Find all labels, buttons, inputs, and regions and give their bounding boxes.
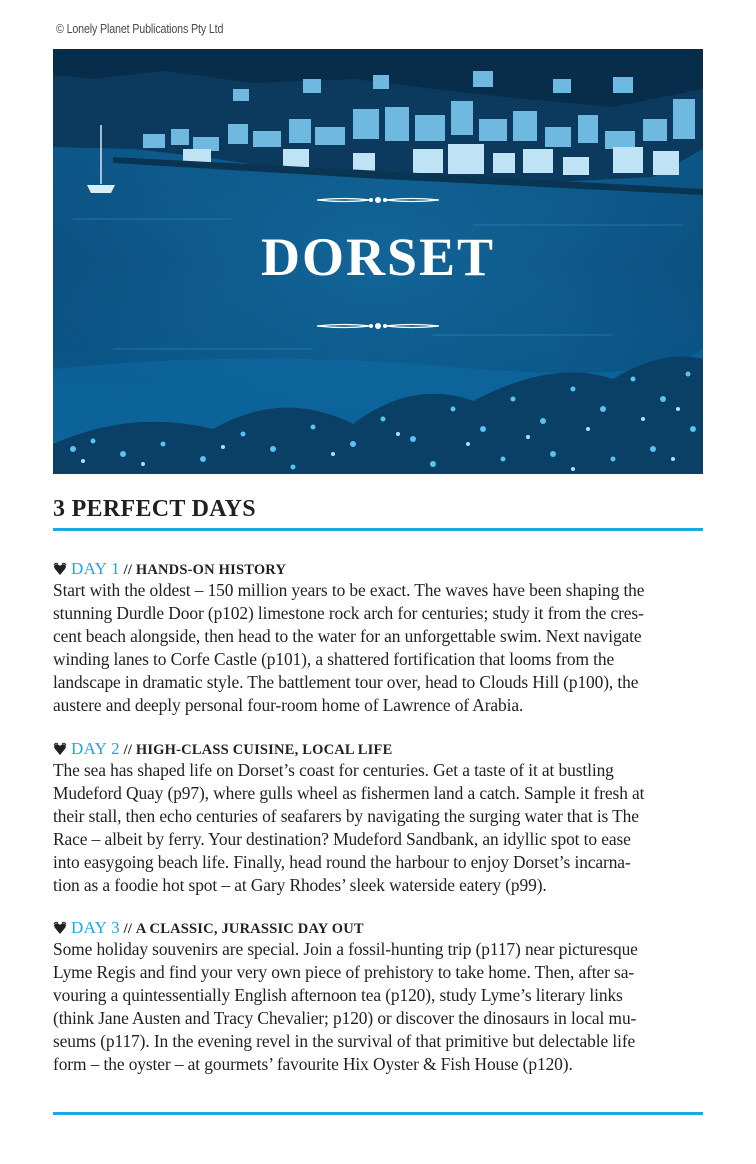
text-line: Lyme Regis and find your very own piece of prehistory to take home. Then, after sa- — [53, 962, 635, 982]
heart-flourish-icon — [53, 742, 67, 756]
heart-flourish-icon — [53, 921, 67, 935]
section-rule-bottom — [53, 1112, 703, 1115]
day-1-block — [53, 559, 705, 717]
text-line: landscape in dramatic style. The battlement tour over, head to Clouds Hill (p100), the — [53, 672, 639, 692]
text-line: stunning Durdle Door (p102) limestone rock arch for centuries; study it from the cres- — [53, 603, 644, 623]
day-separator: // — [123, 921, 133, 937]
day-subtitle: HANDS-ON HISTORY — [135, 562, 287, 578]
day-subtitle: A CLASSIC, JURASSIC DAY OUT — [135, 921, 364, 937]
text-line: seums (p117). In the evening revel in the survival of that primitive but delectable life — [53, 1031, 636, 1051]
text-line: vouring a quintessentially English afternoon tea (p120), study Lyme’s literary links — [53, 985, 623, 1005]
day-description — [53, 579, 705, 717]
day-separator: // — [123, 742, 133, 758]
day-3-block — [53, 918, 705, 1076]
text-line: tion as a foodie hot spot – at Gary Rhodes’ sleek waterside eatery (p99). — [53, 875, 547, 895]
heart-flourish-icon — [53, 562, 67, 576]
text-line: winding lanes to Corfe Castle (p101), a shattered fortification that looms from the — [53, 649, 615, 669]
day-label: DAY 2 — [71, 739, 120, 758]
bottom-ornament — [315, 321, 441, 331]
section-rule-top — [53, 528, 703, 531]
hero-title: DORSET — [260, 227, 496, 287]
day-separator: // — [123, 562, 133, 578]
day-description — [53, 759, 705, 897]
text-line: form – the oyster – at gourmets’ favourite Hix Oyster & Fish House (p120). — [53, 1054, 573, 1074]
text-line: into easygoing beach life. Finally, head round the harbour to enjoy Dorset’s incarna- — [53, 852, 631, 872]
day-heading — [53, 739, 705, 759]
section-title: 3 PERFECT DAYS — [53, 496, 256, 522]
text-line: Start with the oldest – 150 million years to be exact. The waves have been shaping the — [53, 580, 645, 600]
text-line: Some holiday souvenirs are special. Join a fossil-hunting trip (p117) near picturesque — [53, 939, 638, 959]
day-heading — [53, 918, 705, 938]
text-line: The sea has shaped life on Dorset’s coast for centuries. Get a taste of it at bustling — [53, 760, 614, 780]
top-ornament — [315, 195, 441, 205]
day-2-block — [53, 739, 705, 897]
copyright-notice: © Lonely Planet Publications Pty Ltd — [56, 22, 224, 36]
text-line: austere and deeply personal four-room home of Lawrence of Arabia. — [53, 695, 524, 715]
day-label: DAY 1 — [71, 559, 120, 578]
text-line: Mudeford Quay (p97), where gulls wheel as fishermen land a catch. Sample it fresh at — [53, 783, 645, 803]
text-line: their stall, then echo centuries of seafarers by navigating the surging water that is The — [53, 806, 639, 826]
day-subtitle: HIGH-CLASS CUISINE, LOCAL LIFE — [135, 742, 393, 758]
day-description — [53, 938, 705, 1076]
day-label: DAY 3 — [71, 918, 120, 937]
text-line: Race – albeit by ferry. Your destination? Mudeford Sandbank, an idyllic spot to ease — [53, 829, 631, 849]
day-heading — [53, 559, 705, 579]
text-line: (think Jane Austen and Tracy Chevalier; p120) or discover the dinosaurs in local mu- — [53, 1008, 637, 1028]
hero-image — [53, 49, 703, 474]
text-line: cent beach alongside, then head to the water for an unforgettable swim. Next navigate — [53, 626, 642, 646]
